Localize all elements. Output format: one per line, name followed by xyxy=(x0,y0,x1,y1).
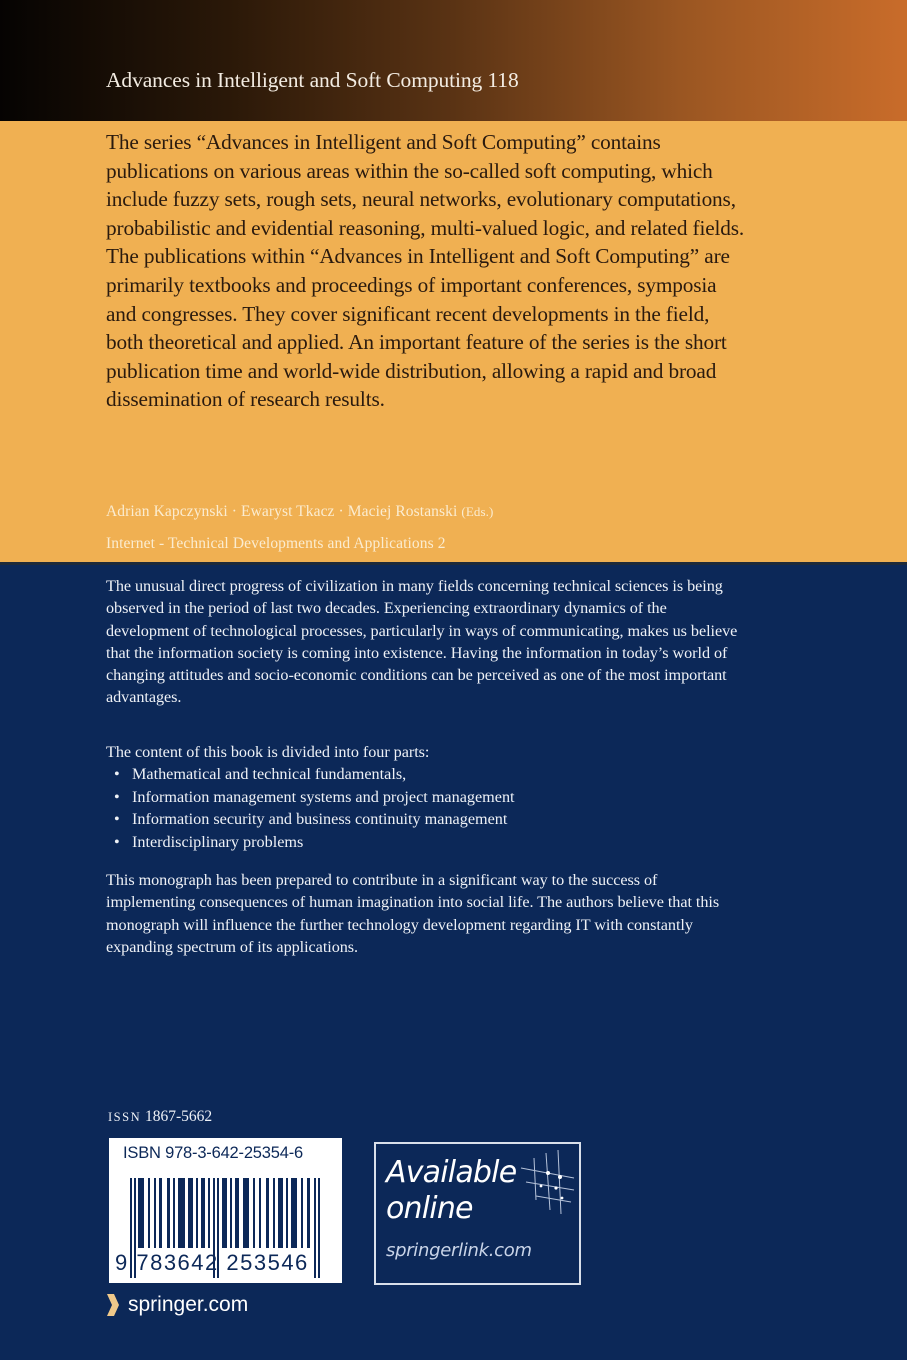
part-label: Mathematical and technical fundamentals, xyxy=(132,765,407,783)
editors-suffix: (Eds.) xyxy=(461,504,494,519)
issn-value: 1867-5662 xyxy=(144,1108,213,1125)
list-item xyxy=(106,808,515,831)
blurb-paragraph-1: The unusual direct progress of civilization in many fields concerning technical sciences is being observed in the period of last two decades. Experiencing extraordinary dynamics of the development of technological processes, particularly in ways of communicating, makes us believe that the information society is coming into existence. Having the information in today’s world of changing attitudes and socio-economic conditions can be perceived as one of the most important advantages. xyxy=(106,577,738,707)
bullet-icon: • xyxy=(114,787,120,806)
parts-list xyxy=(106,763,515,853)
list-item xyxy=(106,831,515,854)
bullet-icon: • xyxy=(114,810,120,828)
part-label: Interdisciplinary problems xyxy=(132,832,304,851)
badge-line-1: Available xyxy=(386,1155,517,1190)
available-online-badge[interactable] xyxy=(374,1142,581,1285)
book-title: Internet - Technical Developments and Applications 2 xyxy=(106,535,446,552)
isbn-text: ISBN 978-3-642-25354-6 xyxy=(123,1144,303,1162)
issn-label: ISSN xyxy=(108,1110,142,1124)
chevron-right-icon xyxy=(106,1293,120,1317)
springer-link-label[interactable]: springer.com xyxy=(128,1293,249,1316)
bullet-icon: • xyxy=(114,765,120,783)
series-description: The series “Advances in Intelligent and Soft Computing” contains publications on various areas within the so-called soft computing, which include fuzzy sets, rough sets, neural networks, evolutionary computations, probabilistic and evidential reasoning, multi-valued logic, and related fields. The publications within “Advances in Intelligent and Soft Computing” are primarily textbooks and proceedings of important conferences, symposia and congresses. They cover significant recent developments in the field, both theoretical and applied. An important feature of the series is the short publication time and world-wide distribution, allowing a rapid and broad dissemination of research results. xyxy=(106,130,745,412)
list-item xyxy=(106,763,515,786)
issn xyxy=(108,1108,212,1126)
springer-link[interactable] xyxy=(106,1293,248,1317)
series-title: Advances in Intelligent and Soft Computing 118 xyxy=(106,68,519,92)
list-item xyxy=(106,786,515,809)
part-label: Information management systems and project management xyxy=(132,787,515,806)
book-editors xyxy=(106,503,493,521)
part-label: Information security and business continuity management xyxy=(132,810,508,828)
sparkle-icon xyxy=(516,1148,576,1218)
blurb-paragraph-3: This monograph has been prepared to contribute in a significant way to the success of implementing consequences of human imagination into social life. The authors believe that this monograph will influence the further technology development regarding IT with constantly expanding spectrum of its applications. xyxy=(106,871,720,956)
editors-names: Adrian Kapczynski · Ewaryst Tkacz · Maciej Rostanski xyxy=(106,503,458,520)
bullet-icon: • xyxy=(114,832,120,851)
barcode-digits: 9 783642 253546 xyxy=(115,1250,309,1275)
isbn-barcode xyxy=(109,1138,342,1283)
series-header-band xyxy=(0,0,907,121)
badge-line-2: online xyxy=(386,1191,473,1226)
parts-intro: The content of this book is divided into four parts: xyxy=(106,743,430,761)
springerlink-url[interactable]: springerlink.com xyxy=(386,1240,532,1261)
